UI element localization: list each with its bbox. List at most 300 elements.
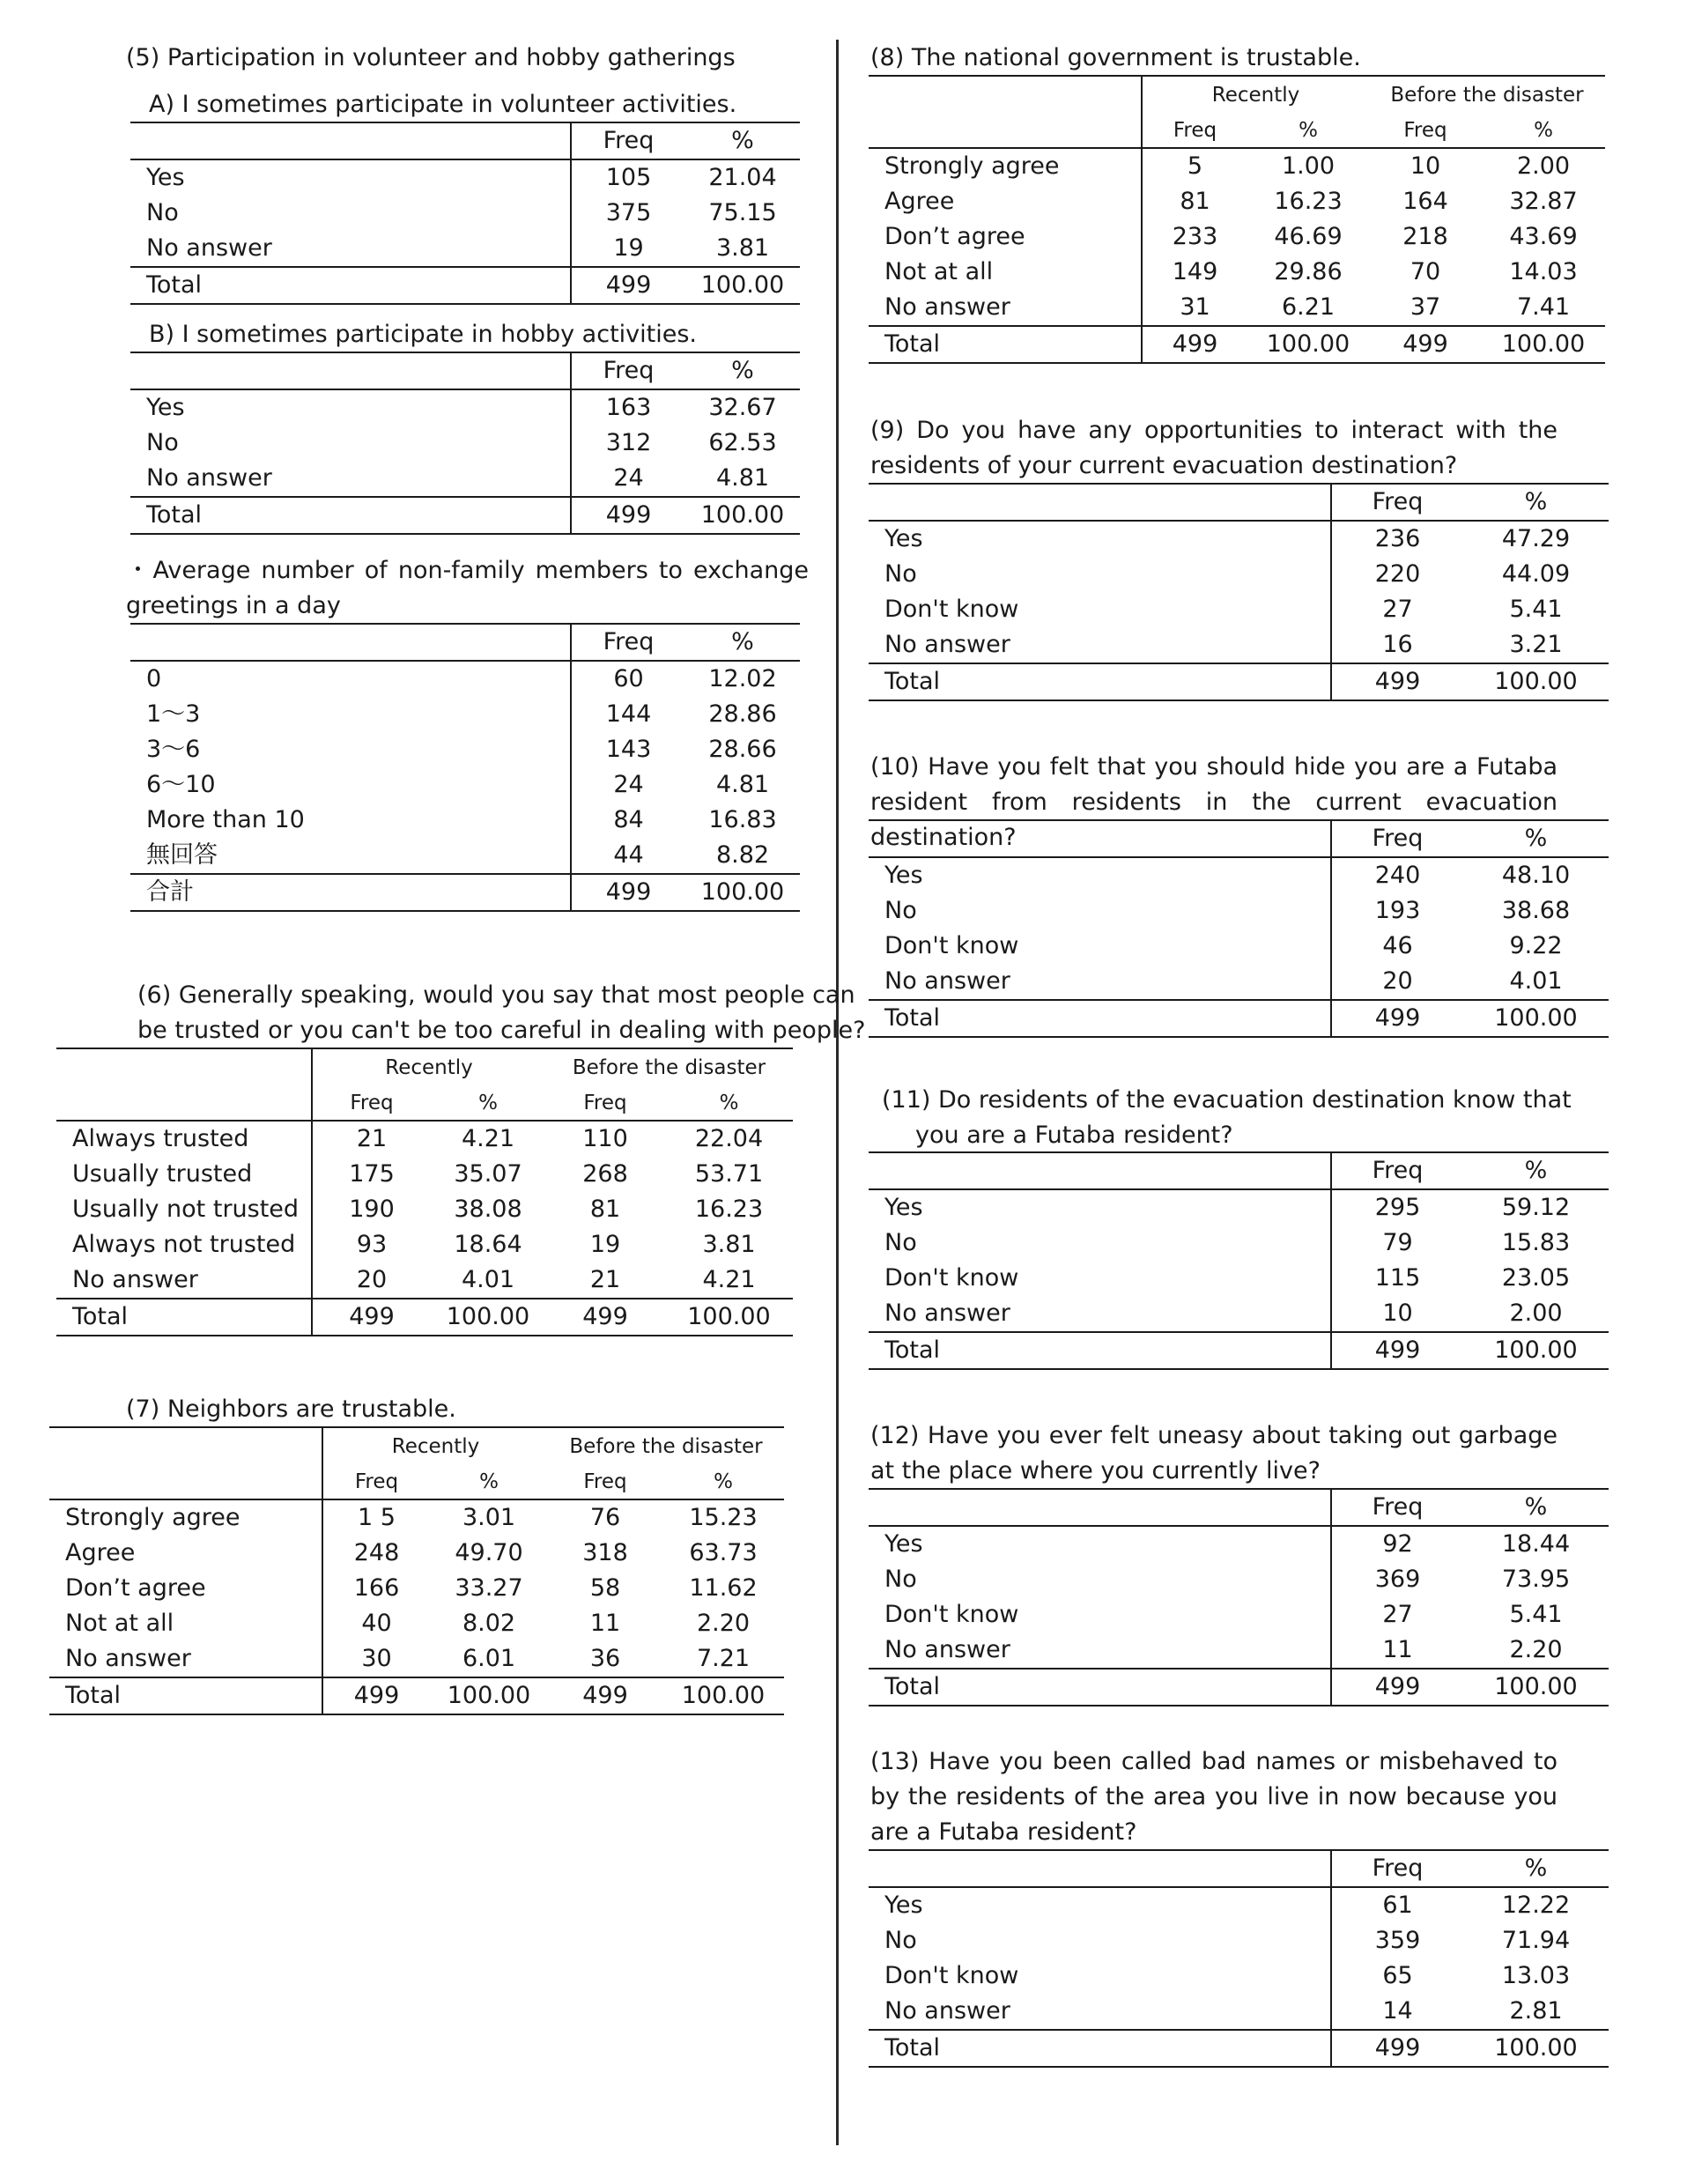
- col-freq: Freq: [1331, 1152, 1463, 1189]
- row-freq: 27: [1331, 1597, 1463, 1632]
- row-label: Usually not trusted: [72, 1196, 300, 1223]
- table-5b: [130, 352, 800, 535]
- row-freq: 46: [1331, 929, 1463, 964]
- row-pct-before: 4.21: [702, 1266, 756, 1293]
- total-row: [49, 1677, 784, 1714]
- row-pct-recent: 6.21: [1281, 293, 1336, 321]
- table-row: [49, 1571, 784, 1606]
- col-freq: Freq: [548, 1465, 662, 1499]
- total-freq-recent: 499: [312, 1299, 431, 1336]
- row-label: Strongly agree: [65, 1504, 240, 1531]
- group-before-disaster: Before the disaster: [545, 1048, 793, 1086]
- row-pct: 4.01: [1509, 967, 1563, 995]
- row-pct: 62.53: [708, 429, 777, 456]
- col-pct: %: [1247, 114, 1369, 148]
- table-row: [49, 1536, 784, 1571]
- table-row: [56, 1121, 793, 1157]
- row-label: No answer: [884, 1299, 1010, 1327]
- row-pct: 75.15: [708, 199, 777, 226]
- row-pct: 12.22: [1501, 1892, 1571, 1919]
- section-11-heading: [882, 1083, 1572, 1153]
- table-row: [130, 838, 800, 874]
- row-freq-recent: 1 5: [322, 1499, 430, 1536]
- row-freq: 14: [1331, 1994, 1463, 2030]
- row-label: No answer: [884, 293, 1010, 321]
- row-label: No: [884, 560, 917, 588]
- row-label: No answer: [146, 464, 272, 492]
- row-pct: 38.68: [1501, 897, 1571, 924]
- total-label: Total: [130, 267, 571, 304]
- row-pct: 9.22: [1509, 932, 1563, 959]
- total-label: Total: [869, 1332, 1331, 1369]
- section-5b-title: B) I sometimes participate in hobby activities.: [149, 321, 697, 348]
- row-freq: 312: [571, 426, 685, 461]
- table-row: [869, 929, 1609, 964]
- row-label: Don’t agree: [884, 223, 1025, 250]
- row-pct-recent: 38.08: [454, 1196, 522, 1223]
- row-pct: 12.02: [708, 665, 777, 692]
- col-pct: %: [665, 1086, 793, 1121]
- row-freq: 295: [1331, 1189, 1463, 1225]
- total-row: [869, 1000, 1609, 1037]
- table-row: [869, 1189, 1609, 1225]
- row-freq-recent: 233: [1142, 219, 1247, 255]
- section-10-title: (10) Have you felt that you should hide you are a Futaba resident from residents in the current evacuation destination?: [870, 753, 1558, 851]
- row-pct: 8.82: [715, 841, 770, 869]
- row-pct: 3.81: [715, 234, 770, 262]
- section-5c-heading: [126, 553, 809, 624]
- row-label: 0: [146, 665, 162, 692]
- row-pct: 21.04: [708, 164, 777, 191]
- total-pct-before: 100.00: [1482, 326, 1605, 363]
- total-freq-recent: 499: [322, 1677, 430, 1714]
- row-pct: 28.66: [708, 736, 777, 763]
- total-pct: 100.00: [1463, 1000, 1609, 1037]
- table-9: [869, 483, 1609, 701]
- row-freq-recent: 93: [312, 1227, 431, 1262]
- section-11-title-line2: you are a Futaba resident?: [915, 1122, 1233, 1149]
- row-freq-before: 318: [582, 1539, 628, 1566]
- row-pct: 23.05: [1501, 1264, 1571, 1292]
- col-pct: %: [1463, 1152, 1609, 1189]
- table-header: [869, 114, 1605, 148]
- row-pct-recent: 33.27: [455, 1574, 523, 1602]
- row-pct-before: 22.04: [694, 1125, 764, 1152]
- total-label: Total: [49, 1677, 322, 1714]
- row-pct-recent: 18.64: [454, 1231, 522, 1258]
- col-freq: Freq: [1331, 484, 1463, 521]
- row-pct-recent: 16.23: [1274, 188, 1343, 215]
- row-pct-recent: 4.01: [461, 1266, 515, 1293]
- row-label: No answer: [146, 234, 272, 262]
- row-freq: 79: [1331, 1225, 1463, 1261]
- section-5b-heading: [149, 317, 697, 352]
- row-label: Not at all: [65, 1610, 174, 1637]
- table-row: [869, 857, 1609, 893]
- section-6-title-line1: (6) Generally speaking, would you say that most people can: [137, 981, 855, 1009]
- col-pct: %: [1463, 1850, 1609, 1887]
- table-row: [869, 592, 1609, 627]
- section-5a-title: A) I sometimes participate in volunteer activities.: [149, 91, 737, 118]
- row-pct: 18.44: [1501, 1530, 1571, 1558]
- total-freq-recent: 499: [1142, 326, 1247, 363]
- total-freq: 499: [571, 267, 685, 304]
- column-divider: [836, 40, 839, 2145]
- row-label: Always not trusted: [72, 1231, 296, 1258]
- row-freq-before: 268: [582, 1160, 628, 1188]
- row-pct-recent: 8.02: [462, 1610, 516, 1637]
- row-freq-recent: 40: [322, 1606, 430, 1641]
- row-pct-before: 53.71: [694, 1160, 764, 1188]
- row-label: No answer: [884, 967, 1010, 995]
- row-freq-before: 58: [589, 1574, 621, 1602]
- row-freq: 359: [1331, 1923, 1463, 1958]
- col-freq: Freq: [1331, 820, 1463, 857]
- row-pct: 4.81: [715, 771, 770, 798]
- section-6-heading: [137, 978, 865, 1048]
- row-freq-before: 11: [589, 1610, 621, 1637]
- row-pct-recent: 6.01: [462, 1645, 516, 1672]
- table-13: [869, 1849, 1609, 2068]
- col-freq: Freq: [1369, 114, 1482, 148]
- section-12-heading: [870, 1418, 1558, 1489]
- col-freq: Freq: [571, 624, 685, 661]
- total-row: [869, 1669, 1609, 1706]
- total-pct: 100.00: [1463, 1332, 1609, 1369]
- row-freq: 44: [571, 838, 685, 874]
- total-pct-recent: 100.00: [430, 1677, 548, 1714]
- row-pct: 5.41: [1509, 1601, 1563, 1628]
- row-pct: 2.81: [1509, 1997, 1563, 2025]
- row-pct-recent: 29.86: [1274, 258, 1343, 285]
- total-row: [869, 326, 1605, 363]
- group-before-disaster: Before the disaster: [548, 1427, 784, 1465]
- row-freq: 163: [571, 389, 685, 426]
- row-pct: 32.67: [708, 394, 777, 421]
- table-row: [56, 1192, 793, 1227]
- table-row: [869, 255, 1605, 290]
- table-row: [130, 461, 800, 497]
- row-pct: 59.12: [1501, 1194, 1571, 1221]
- total-freq-before: 499: [1369, 326, 1482, 363]
- table-10: [869, 819, 1609, 1038]
- row-pct-before: 7.21: [696, 1645, 751, 1672]
- total-row: [130, 874, 800, 911]
- table-row: [869, 627, 1609, 663]
- row-label: Don't know: [884, 596, 1019, 623]
- row-label: Don't know: [884, 1962, 1019, 1989]
- col-pct: %: [685, 122, 800, 159]
- table-row: [130, 732, 800, 767]
- total-row: [869, 1332, 1609, 1369]
- row-label: No answer: [884, 631, 1010, 658]
- col-freq: Freq: [571, 122, 685, 159]
- row-pct: 44.09: [1501, 560, 1571, 588]
- table-header: [869, 820, 1609, 857]
- table-row: [49, 1606, 784, 1641]
- total-pct: 100.00: [1463, 663, 1609, 700]
- row-label: More than 10: [146, 806, 305, 833]
- total-freq: 499: [1331, 1000, 1463, 1037]
- row-freq: 10: [1331, 1296, 1463, 1332]
- section-8-heading: [870, 41, 1361, 76]
- row-freq: 84: [571, 803, 685, 838]
- row-pct: 73.95: [1501, 1566, 1571, 1593]
- section-6-title-line2: be trusted or you can't be too careful in dealing with people?: [137, 1017, 866, 1044]
- row-label: Strongly agree: [884, 152, 1060, 180]
- row-pct-before: 14.03: [1509, 258, 1578, 285]
- row-label: No: [884, 1229, 917, 1256]
- total-freq: 499: [571, 874, 685, 911]
- row-freq-recent: 175: [312, 1157, 431, 1192]
- total-pct-before: 100.00: [665, 1299, 793, 1336]
- table-row: [869, 1261, 1609, 1296]
- row-pct-before: 32.87: [1509, 188, 1578, 215]
- row-freq-recent: 20: [312, 1262, 431, 1299]
- row-label: Yes: [884, 525, 923, 552]
- row-pct: 2.00: [1509, 1299, 1563, 1327]
- row-pct-recent: 49.70: [455, 1539, 523, 1566]
- total-pct-before: 100.00: [662, 1677, 784, 1714]
- row-pct: 2.20: [1509, 1636, 1563, 1663]
- table-header: [130, 122, 800, 159]
- table-row: [130, 426, 800, 461]
- row-pct-before: 2.20: [696, 1610, 751, 1637]
- total-pct-recent: 100.00: [431, 1299, 545, 1336]
- row-freq-before: 81: [589, 1196, 621, 1223]
- col-freq: Freq: [545, 1086, 665, 1121]
- row-freq-before: 36: [589, 1645, 621, 1672]
- table-row: [869, 1887, 1609, 1923]
- section-5a-heading: [149, 87, 736, 122]
- total-label: 合計: [130, 874, 571, 911]
- row-label: 3～6: [146, 736, 201, 763]
- table-row: [130, 803, 800, 838]
- table-row: [56, 1227, 793, 1262]
- section-11-title-line1: (11) Do residents of the evacuation destination know that: [882, 1086, 1572, 1114]
- section-9-title: (9) Do you have any opportunities to interact with the residents of your current evacuation destination?: [870, 417, 1558, 479]
- total-label: Total: [56, 1299, 312, 1336]
- table-row: [869, 557, 1609, 592]
- table-row: [130, 661, 800, 697]
- row-label: Yes: [884, 862, 923, 889]
- row-label: No: [884, 897, 917, 924]
- row-freq: 193: [1331, 893, 1463, 929]
- row-freq: 61: [1331, 1887, 1463, 1923]
- total-label: Total: [130, 497, 571, 534]
- row-label: Not at all: [884, 258, 994, 285]
- total-pct: 100.00: [1463, 2030, 1609, 2067]
- row-pct-before: 43.69: [1509, 223, 1578, 250]
- row-pct-before: 11.62: [689, 1574, 758, 1602]
- table-6: [56, 1048, 793, 1336]
- table-8: [869, 75, 1605, 364]
- total-row: [56, 1299, 793, 1336]
- table-row: [869, 1994, 1609, 2030]
- row-label: Yes: [884, 1194, 923, 1221]
- row-freq: 24: [571, 461, 685, 497]
- row-pct: 71.94: [1501, 1927, 1571, 1954]
- table-row: [869, 1526, 1609, 1562]
- row-freq: 20: [1331, 964, 1463, 1000]
- col-pct: %: [1482, 114, 1605, 148]
- row-pct: 4.81: [715, 464, 770, 492]
- row-freq: 27: [1331, 592, 1463, 627]
- section-13-title: (13) Have you been called bad names or misbehaved to by the residents of the area you live in now because you are a Futaba resident?: [870, 1748, 1558, 1846]
- row-pct: 16.83: [708, 806, 777, 833]
- table-row: [869, 1562, 1609, 1597]
- total-pct: 100.00: [1463, 1669, 1609, 1706]
- table-row: [869, 893, 1609, 929]
- table-7: [49, 1426, 784, 1715]
- total-label: Total: [869, 1000, 1331, 1037]
- col-freq: Freq: [1142, 114, 1247, 148]
- row-freq-recent: 149: [1142, 255, 1247, 290]
- row-label: Yes: [146, 164, 185, 191]
- row-label: 1～3: [146, 700, 201, 728]
- table-row: [869, 184, 1605, 219]
- section-5c-title: ・Average number of non-family members to exchange greetings in a day: [126, 557, 809, 619]
- section-9-heading: [870, 413, 1558, 484]
- col-pct: %: [685, 352, 800, 389]
- row-freq: 236: [1331, 521, 1463, 557]
- row-label: No: [884, 1927, 917, 1954]
- table-header: [869, 484, 1609, 521]
- col-pct: %: [430, 1465, 548, 1499]
- table-header: [56, 1086, 793, 1121]
- row-label: No answer: [72, 1266, 198, 1293]
- total-label: Total: [869, 2030, 1331, 2067]
- col-freq: Freq: [1331, 1850, 1463, 1887]
- table-row: [56, 1262, 793, 1299]
- row-pct: 28.86: [708, 700, 777, 728]
- total-freq: 499: [1331, 1669, 1463, 1706]
- row-label: No: [146, 199, 179, 226]
- table-group-header: [56, 1048, 793, 1086]
- row-pct-recent: 1.00: [1281, 152, 1336, 180]
- section-7-title: (7) Neighbors are trustable.: [126, 1396, 456, 1423]
- row-freq-before: 10: [1410, 152, 1441, 180]
- col-pct: %: [1463, 484, 1609, 521]
- row-freq-recent: 5: [1142, 148, 1247, 184]
- row-label: No answer: [65, 1645, 191, 1672]
- table-5a: [130, 122, 800, 305]
- row-freq-before: 76: [589, 1504, 621, 1531]
- col-pct: %: [1463, 1489, 1609, 1526]
- group-recently: Recently: [1142, 76, 1369, 114]
- row-pct: 3.21: [1509, 631, 1563, 658]
- table-5c: [130, 623, 800, 912]
- row-freq: 16: [1331, 627, 1463, 663]
- row-freq: 24: [571, 767, 685, 803]
- total-pct: 100.00: [685, 267, 800, 304]
- row-pct: 48.10: [1501, 862, 1571, 889]
- group-recently: Recently: [312, 1048, 545, 1086]
- row-label: Always trusted: [72, 1125, 249, 1152]
- row-freq: 11: [1331, 1632, 1463, 1669]
- row-freq: 144: [571, 697, 685, 732]
- total-row: [130, 267, 800, 304]
- section-5-heading: [126, 41, 736, 76]
- row-pct-recent: 35.07: [454, 1160, 522, 1188]
- table-row: [869, 1958, 1609, 1994]
- col-pct: %: [431, 1086, 545, 1121]
- table-row: [869, 964, 1609, 1000]
- table-row: [130, 231, 800, 267]
- table-row: [49, 1499, 784, 1536]
- row-label: Yes: [884, 1530, 923, 1558]
- col-freq: Freq: [571, 352, 685, 389]
- total-freq-before: 499: [548, 1677, 662, 1714]
- table-row: [869, 1632, 1609, 1669]
- col-pct: %: [662, 1465, 784, 1499]
- table-row: [130, 767, 800, 803]
- row-label: Yes: [884, 1892, 923, 1919]
- row-freq: 60: [571, 661, 685, 697]
- table-row: [130, 159, 800, 196]
- total-label: Total: [869, 1669, 1331, 1706]
- row-label: Don't know: [884, 932, 1019, 959]
- row-label: Agree: [884, 188, 955, 215]
- row-freq-before: 218: [1402, 223, 1448, 250]
- row-freq-before: 164: [1402, 188, 1448, 215]
- col-freq: Freq: [322, 1465, 430, 1499]
- total-label: Total: [869, 326, 1142, 363]
- row-label: 6～10: [146, 771, 216, 798]
- row-label: Yes: [146, 394, 185, 421]
- table-header: [49, 1465, 784, 1499]
- row-pct-before: 63.73: [689, 1539, 758, 1566]
- row-freq: 143: [571, 732, 685, 767]
- total-freq: 499: [1331, 2030, 1463, 2067]
- row-pct-before: 3.81: [702, 1231, 756, 1258]
- section-12-title: (12) Have you ever felt uneasy about taking out garbage at the place where you currently live?: [870, 1422, 1558, 1484]
- row-pct-recent: 46.69: [1274, 223, 1343, 250]
- table-12: [869, 1488, 1609, 1706]
- table-row: [869, 1225, 1609, 1261]
- row-label: Don't know: [884, 1264, 1019, 1292]
- row-pct-recent: 4.21: [461, 1125, 515, 1152]
- section-13-heading: [870, 1744, 1558, 1850]
- row-freq-recent: 248: [322, 1536, 430, 1571]
- row-freq-recent: 166: [322, 1571, 430, 1606]
- total-row: [869, 2030, 1609, 2067]
- table-group-header: [49, 1427, 784, 1465]
- table-row: [869, 219, 1605, 255]
- table-row: [869, 521, 1609, 557]
- row-freq-before: 110: [582, 1125, 628, 1152]
- row-label: Don't know: [884, 1601, 1019, 1628]
- table-row: [56, 1157, 793, 1192]
- table-header: [130, 624, 800, 661]
- table-header: [130, 352, 800, 389]
- row-label: Usually trusted: [72, 1160, 253, 1188]
- row-freq-before: 19: [589, 1231, 621, 1258]
- row-pct: 47.29: [1501, 525, 1571, 552]
- row-freq-before: 37: [1410, 293, 1441, 321]
- row-pct: 5.41: [1509, 596, 1563, 623]
- table-row: [49, 1641, 784, 1677]
- section-8-title: (8) The national government is trustable.: [870, 44, 1361, 71]
- total-row: [130, 497, 800, 534]
- total-freq: 499: [1331, 663, 1463, 700]
- row-label: Don’t agree: [65, 1574, 206, 1602]
- total-pct-recent: 100.00: [1247, 326, 1369, 363]
- col-pct: %: [1463, 820, 1609, 857]
- row-freq: 65: [1331, 1958, 1463, 1994]
- section-5-title: (5) Participation in volunteer and hobby gatherings: [126, 44, 736, 71]
- row-pct: 13.03: [1501, 1962, 1571, 1989]
